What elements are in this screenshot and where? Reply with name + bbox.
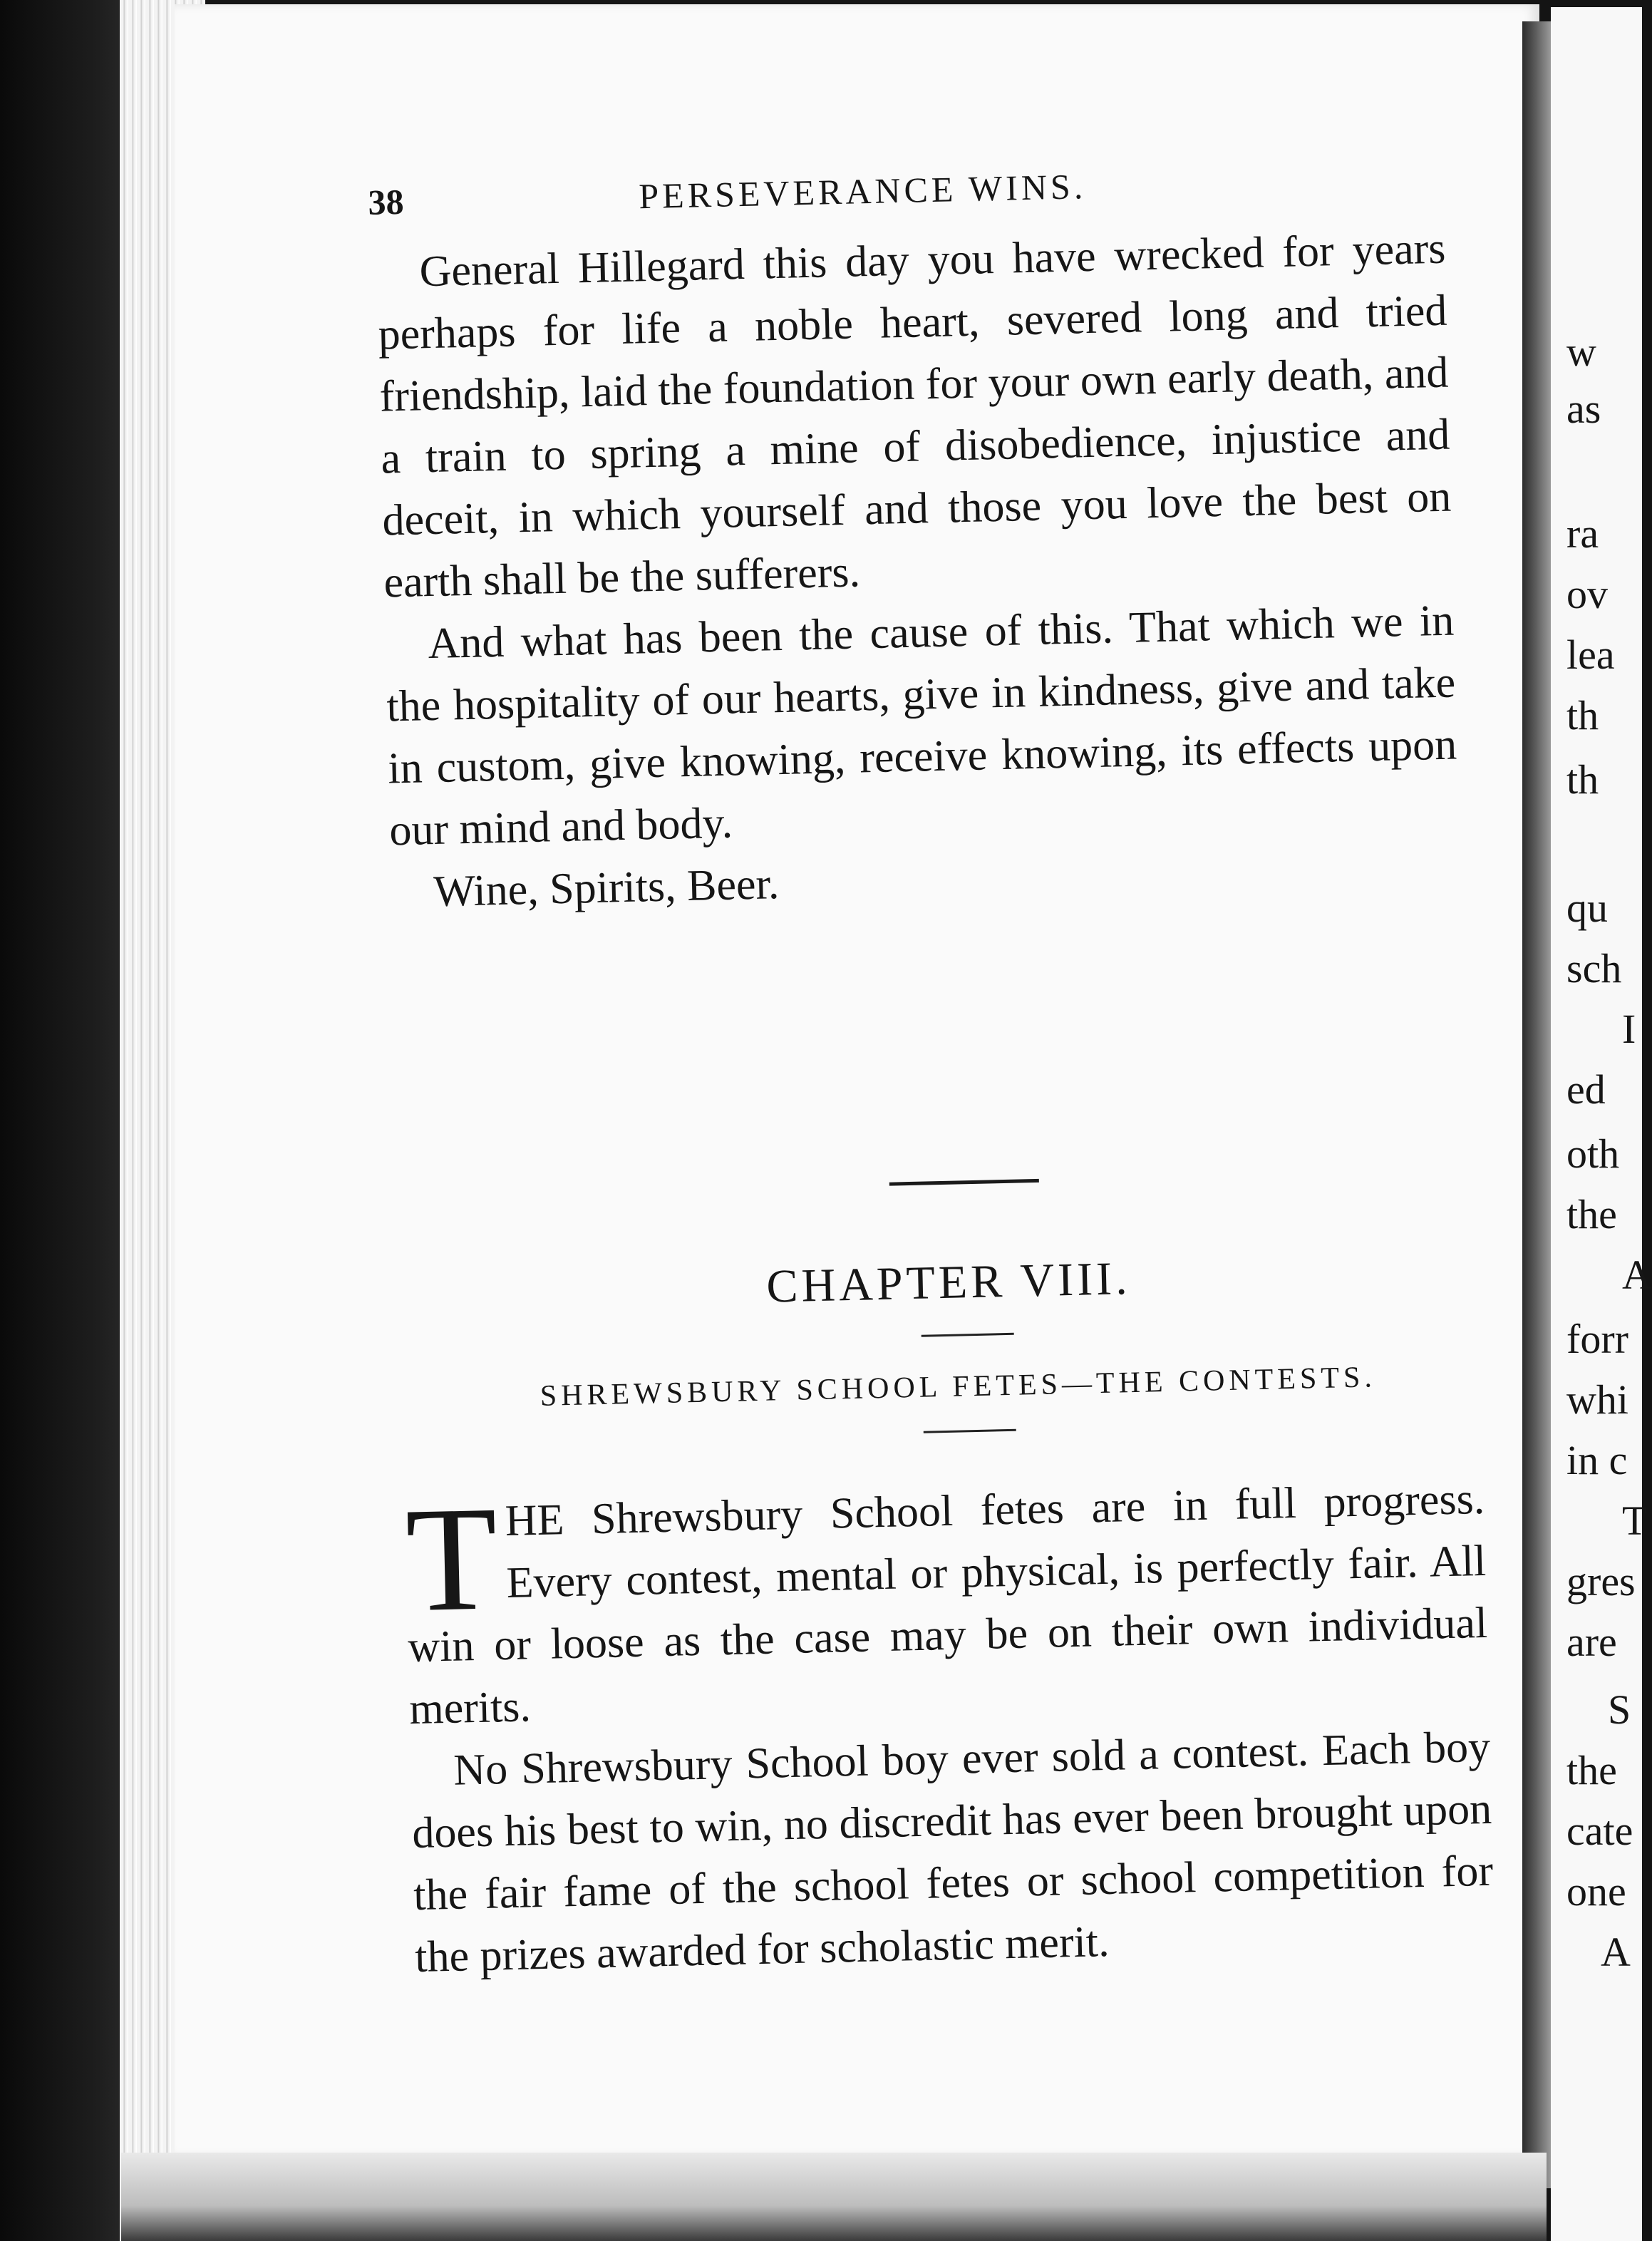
facing-page-text: as — [1566, 386, 1601, 432]
page-bottom-edge — [121, 2153, 1547, 2241]
facing-page-text: in c — [1566, 1437, 1628, 1483]
facing-page-text: oth — [1566, 1130, 1620, 1177]
chapter-opening-paragraph — [405, 1468, 1490, 1741]
facing-page-text: A — [1601, 1929, 1631, 1975]
facing-page-text: the — [1566, 1191, 1617, 1237]
facing-page-text: lea — [1566, 632, 1615, 678]
facing-page-text: forr — [1566, 1316, 1628, 1362]
facing-page-text: I — [1622, 1006, 1636, 1052]
facing-page-text: cate — [1566, 1808, 1633, 1854]
facing-page-text: are — [1566, 1619, 1617, 1665]
book-spine-shadow — [0, 0, 135, 2241]
facing-page-text: one — [1566, 1868, 1626, 1915]
chapter-subtitle: SHREWSBURY SCHOOL FETES—THE CONTESTS. — [540, 1361, 1377, 1413]
paragraph: Wine, Spirits, Beer. — [433, 860, 780, 917]
facing-page-text: T — [1622, 1498, 1648, 1544]
book-gutter — [1522, 21, 1551, 2188]
chapter-title: CHAPTER VIII. — [765, 1252, 1132, 1313]
opening-text: HE Shrewsbury School fetes are in full progress. Every contest, mental or physical, is perfectly fair. All win or loose as the case may be on their own individual merits. — [407, 1474, 1488, 1734]
facing-page-text: A — [1622, 1252, 1652, 1298]
chapter-body — [405, 1468, 1495, 1989]
facing-page-text: ed — [1566, 1066, 1606, 1113]
paragraph: And what has been the cause of this. That which we in the hospitality of our hearts, give in kindness, give and take in custom, give knowing, receive knowing, its effects upon our mind and body. — [386, 596, 1457, 855]
facing-page-text: ra — [1566, 510, 1599, 557]
body-text — [376, 218, 1460, 924]
facing-page-text: S — [1608, 1686, 1631, 1733]
facing-page-text: w — [1566, 329, 1596, 375]
running-title: PERSEVERANCE WINS. — [638, 166, 1087, 217]
drop-cap: T — [404, 1475, 500, 1644]
page-number: 38 — [367, 181, 405, 222]
paragraph: No Shrewsbury School boy ever sold a contest. Each boy does his best to win, no discredit has ever been brought upon the fair fame of the school fetes or school competition for the prizes awarded for scholastic merit. — [411, 1722, 1494, 1982]
facing-page-text: whi — [1566, 1376, 1628, 1423]
facing-page-text: qu — [1566, 885, 1608, 931]
facing-page-text: th — [1566, 692, 1599, 738]
facing-page-text: gres — [1566, 1558, 1636, 1604]
facing-page-text: sch — [1566, 945, 1622, 991]
facing-page-fragment — [1551, 7, 1652, 2241]
facing-page-text: ov — [1566, 571, 1608, 617]
facing-page-text: the — [1566, 1747, 1617, 1793]
facing-page-text: th — [1566, 756, 1599, 803]
paragraph: General Hillegard this day you have wrecked for years perhaps for life a noble heart, severed long and tried friendship, laid the foundation for your own early death, and a train to spring a mine of disobedience, injustice and deceit, in which yourself and those you love the best on earth shall be the sufferers. — [377, 224, 1452, 607]
